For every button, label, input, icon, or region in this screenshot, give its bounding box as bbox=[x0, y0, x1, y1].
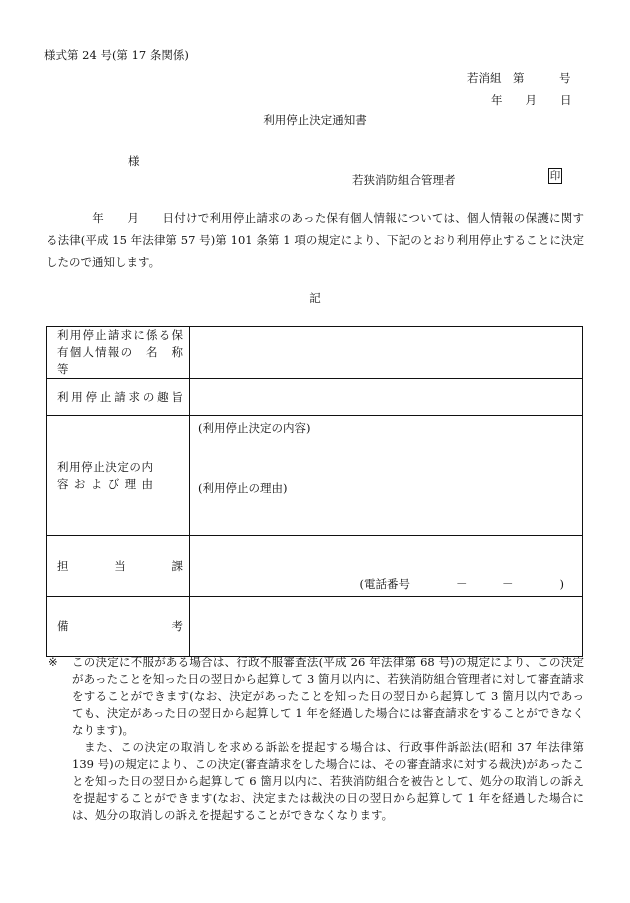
row-request-purpose bbox=[47, 379, 583, 416]
seal-stamp: 印 bbox=[549, 170, 561, 182]
document-title: 利用停止決定通知書 bbox=[263, 113, 367, 127]
value-department bbox=[190, 536, 583, 597]
notification-body bbox=[46, 207, 584, 273]
notes bbox=[46, 654, 584, 824]
value-info-name bbox=[190, 327, 583, 379]
label-remarks: 備 考 bbox=[47, 597, 190, 657]
phone-number: (電話番号 － － ) bbox=[359, 577, 564, 591]
label-request-purpose: 利用停止請求の趣旨 bbox=[47, 379, 190, 416]
note-appeal-text: この決定に不服がある場合は、行政不服審査法(平成 26 年法律第 68 号)の規定により、この決定があったことを知った日の翌日から起算して 3 箇月以内に、若狭消防組合管理者に対して審査請求をすることができます(なお、決定があったことを知った日の翌日から起算して 3 箇月以内であっても、決定があった日の翌日から起算して 1 年を経過した場合には審査請求をすることができなくなります)。 bbox=[72, 655, 584, 737]
note-appeal bbox=[46, 654, 584, 739]
note-lawsuit: また、この決定の取消しを求める訴訟を提起する場合は、行政事件訴訟法(昭和 37 年法律第 139 号)の規定により、この決定(審査請求をした場合には、その審査請求に対する裁決)があったことを知った日の翌日から起算して 6 箇月以内に、若狭消防組合を被告として、処分の取消しの訴えを提起することができます(なお、決定または裁決の日の翌日から起算して 1 年を経過した場合には、処分の取消しの訴えを提起することができなくなります。 bbox=[72, 740, 584, 822]
decision-content-heading: (利用停止決定の内容) bbox=[198, 421, 311, 435]
body-paragraph: 年 月 日付けで利用停止請求のあった保有個人情報については、個人情報の保護に関する法律(平成 15 年法律第 57 号)第 101 条第 1 項の規定により、下記のとおり利用停止することに決定したので通知します。 bbox=[46, 211, 584, 269]
label-info-name: 利用停止請求に係る保有個人情報の 名 称 等 bbox=[47, 327, 190, 379]
note-mark: ※ bbox=[48, 655, 58, 669]
label-department: 担 当 課 bbox=[47, 536, 190, 597]
form-number: 様式第 24 号(第 17 条関係) bbox=[44, 48, 189, 62]
label-decision: 利用停止決定の内容および理由 bbox=[47, 416, 190, 536]
row-decision bbox=[47, 416, 583, 536]
sender-name: 若狭消防組合管理者 bbox=[352, 173, 456, 187]
row-info-name bbox=[47, 327, 583, 379]
row-remarks bbox=[47, 597, 583, 657]
value-request-purpose bbox=[190, 379, 583, 416]
recipient-honorific: 様 bbox=[128, 154, 140, 168]
issue-date: 年 月 日 bbox=[491, 93, 572, 107]
value-decision bbox=[190, 416, 583, 536]
reference-number: 若消組 第 号 bbox=[467, 71, 571, 85]
value-remarks bbox=[190, 597, 583, 657]
ki-heading: 記 bbox=[309, 291, 321, 305]
decision-table bbox=[46, 326, 583, 657]
decision-reason-heading: (利用停止の理由) bbox=[198, 481, 288, 495]
row-department bbox=[47, 536, 583, 597]
